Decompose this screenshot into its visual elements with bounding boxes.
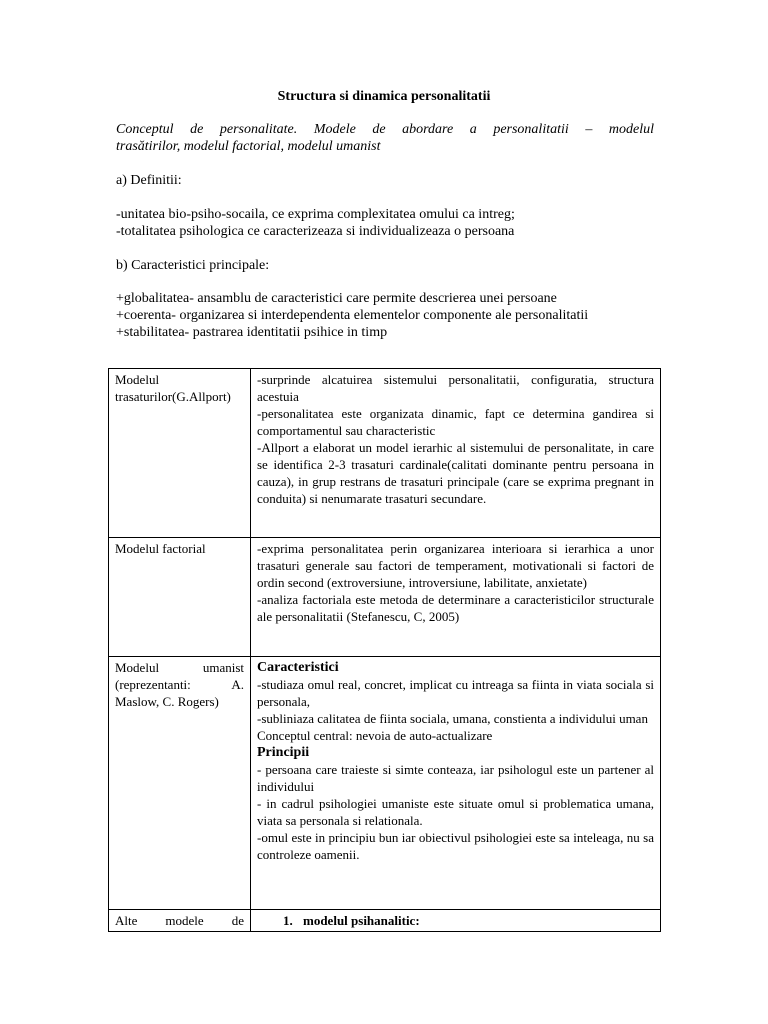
row1-paragraph-1: -surprinde alcatuirea sistemului personalitatii, configuratia, structura acestuia [257, 372, 654, 404]
section-b-heading: b) Caracteristici principale: [116, 258, 270, 273]
row1-paragraph-3: -Allport a elaborat un model ierarhic al sistemului de personalitate, in care se identifica 2-3 trasaturi cardinale(calitati dominante pentru persoana in cauza), in grup restrans de trasaturi principale (care se exprima pregnant in conduita) si nenumarate trasaturi secundare. [257, 440, 654, 506]
row3-paragraph-1: -studiaza omul real, concret, implicat cu intreaga sa fiinta in viata sociala si personala, [257, 677, 654, 709]
definition-1: -unitatea bio-psiho-socaila, ce exprima complexitatea omului ca intreg; [116, 207, 515, 222]
models-table [108, 368, 661, 932]
row-content-cell [251, 910, 661, 932]
table-row [109, 538, 661, 657]
row-label-cell [109, 369, 251, 538]
row3-heading-characteristics: Caracteristici [257, 660, 339, 675]
row-label-cell [109, 657, 251, 910]
row1-label-line1: Modelul [115, 372, 160, 387]
definition-2: -totalitatea psihologica ce caracterizeaza si individualizeaza o persoana [116, 224, 515, 239]
row3-paragraph-5: - in cadrul psihologiei umaniste este situate omul si problematica umana, viata sa personala si relationala. [257, 796, 654, 828]
row2-paragraph-1: -exprima personalitatea perin organizarea interioara si ierarhica a unor trasaturi generale sau factori de temperament, motivationali si factori de ordin second (extroversiune, introversiune, labilitate, anxietate) [257, 541, 654, 590]
row1-paragraph-2: -personalitatea este organizata dinamic, fapt ce determina gandirea si comportamentul sau characteristic [257, 406, 654, 438]
row-content-cell [251, 657, 661, 910]
row3-paragraph-2: -subliniaza calitatea de fiinta sociala, umana, constienta a individului uman [257, 711, 648, 726]
row-label-cell [109, 910, 251, 932]
row3-paragraph-4: - persoana care traieste si simte conteaza, iar psihologul este un partener al individului [257, 762, 654, 794]
subtitle-line-1: Conceptul de personalitate. Modele de abordare a personalitatii – modelul [116, 122, 654, 137]
row-label-cell [109, 538, 251, 657]
document-subtitle [116, 121, 654, 155]
subtitle-line-2: trasătirilor, modelul factorial, modelul umanist [116, 139, 381, 154]
row3-heading-principles: Principii [257, 745, 310, 760]
table-row [109, 910, 661, 932]
row4-label: Alte modele de [115, 913, 244, 928]
list-item-number: 1. [283, 913, 293, 928]
table-row [109, 369, 661, 538]
section-a-heading: a) Definitii: [116, 173, 182, 188]
row3-label: Modelul umanist (reprezentanti: A. Maslow, C. Rogers) [115, 660, 244, 709]
numbered-list-item [257, 912, 654, 929]
characteristic-3: +stabilitatea- pastrarea identitatii psihice in timp [116, 325, 388, 340]
row3-paragraph-6: -omul este in principiu bun iar obiectivul psihologiei este sa inteleaga, nu sa controleze oamenii. [257, 830, 654, 862]
characteristic-2: +coerenta- organizarea si interdependenta elementelor componente ale personalitatii [116, 308, 589, 323]
document-title: Structura si dinamica personalitatii [277, 89, 491, 104]
characteristic-1: +globalitatea- ansamblu de caracteristici care permite descrierea unei persoane [116, 291, 557, 306]
row2-paragraph-2: -analiza factoriala este metoda de determinare a caracteristicilor structurale ale personalitatii (Stefanescu, C, 2005) [257, 592, 654, 624]
row-content-cell [251, 369, 661, 538]
table-row [109, 657, 661, 910]
list-item-text: modelul psihanalitic: [303, 913, 420, 928]
row2-label: Modelul factorial [115, 541, 206, 556]
row-content-cell [251, 538, 661, 657]
row1-label-line2: trasaturilor(G.Allport) [115, 389, 231, 404]
row3-paragraph-3: Conceptul central: nevoia de auto-actualizare [257, 728, 493, 743]
